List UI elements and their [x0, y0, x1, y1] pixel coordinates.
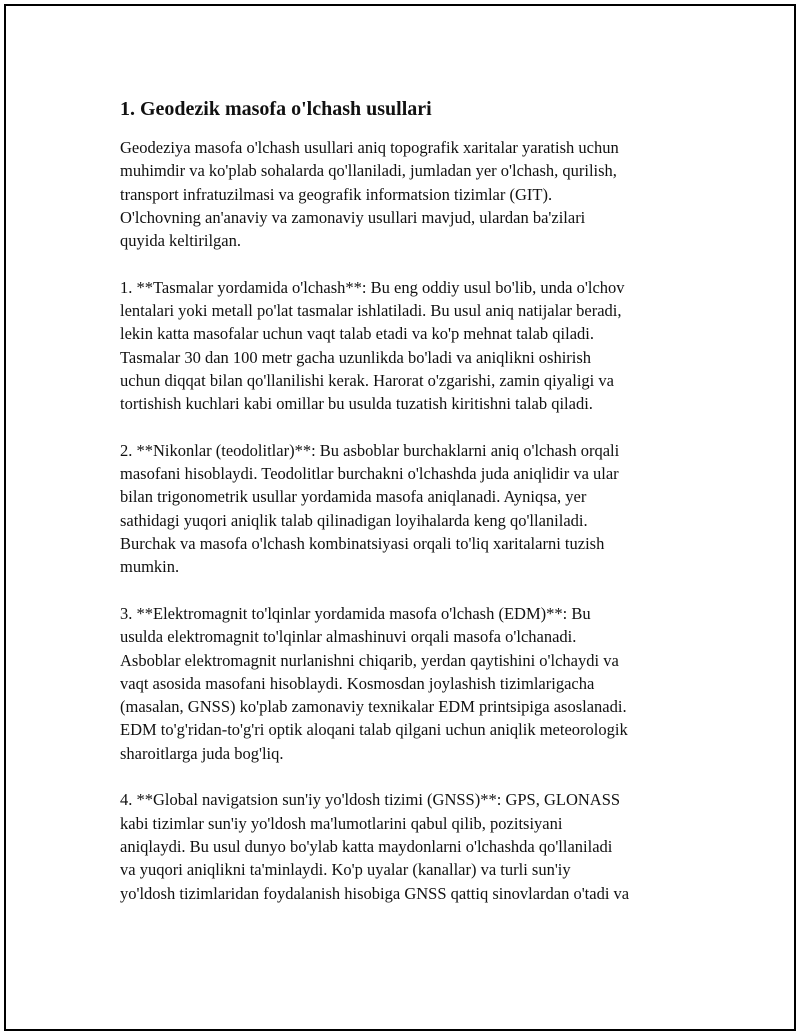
document-title: 1. Geodezik masofa o'lchash usullari	[120, 98, 432, 120]
text-line: 2. **Nikonlar (teodolitlar)**: Bu asboblar burchaklarni aniq o'lchash orqali	[120, 440, 620, 460]
text-line: lekin katta masofalar uchun vaqt talab etadi va ko'p mehnat talab qiladi.	[120, 324, 594, 344]
text-line: kabi tizimlar sun'iy yo'ldosh ma'lumotlarini qabul qilib, pozitsiyani	[120, 813, 563, 833]
text-line: mumkin.	[120, 557, 180, 577]
paragraph-item-2	[120, 439, 700, 579]
text-line: muhimdir va ko'plab sohalarda qo'llaniladi, jumladan yer o'lchash, qurilish,	[120, 161, 617, 181]
text-line: Tasmalar 30 dan 100 metr gacha uzunlikda bo'ladi va aniqlikni oshirish	[120, 347, 592, 367]
text-line: sharoitlarga juda bog'liq.	[120, 743, 284, 763]
page-frame	[4, 4, 796, 1031]
text-line: 3. **Elektromagnit to'lqinlar yordamida masofa o'lchash (EDM)**: Bu	[120, 603, 591, 623]
text-line: masofani hisoblaydi. Teodolitlar burchakni o'lchashda juda aniqlidir va ular	[120, 464, 619, 484]
text-line: bilan trigonometrik usullar yordamida masofa aniqlanadi. Ayniqsa, yer	[120, 487, 587, 507]
text-line: vaqt asosida masofani hisoblaydi. Kosmosdan joylashish tizimlarigacha	[120, 673, 595, 693]
text-line: quyida keltirilgan.	[120, 231, 241, 251]
text-line: O'lchovning an'anaviy va zamonaviy usullari mavjud, ulardan ba'zilari	[120, 207, 586, 227]
text-line: va yuqori aniqlikni ta'minlaydi. Ko'p uyalar (kanallar) va turli sun'iy	[120, 860, 571, 880]
text-line: sathidagi yuqori aniqlik talab qilinadigan loyihalarda keng qo'llaniladi.	[120, 510, 588, 530]
text-line: usulda elektromagnit to'lqinlar almashinuvi orqali masofa o'lchanadi.	[120, 627, 577, 647]
text-line: 1. **Tasmalar yordamida o'lchash**: Bu eng oddiy usul bo'lib, unda o'lchov	[120, 277, 625, 297]
paragraph-item-3	[120, 602, 700, 765]
paragraph-intro	[120, 136, 700, 252]
text-line: EDM to'g'ridan-to'g'ri optik aloqani talab qilgani uchun aniqlik meteorologik	[120, 720, 628, 740]
text-line: transport infratuzilmasi va geografik informatsion tizimlar (GIT).	[120, 184, 553, 204]
text-line: 4. **Global navigatsion sun'iy yo'ldosh tizimi (GNSS)**: GPS, GLONASS	[120, 790, 621, 810]
text-line: tortishish kuchlari kabi omillar bu usulda tuzatish kiritishni talab qiladi.	[120, 394, 593, 414]
text-line: Asboblar elektromagnit nurlanishni chiqarib, yerdan qaytishini o'lchaydi va	[120, 650, 619, 670]
text-line: uchun diqqat bilan qo'llanilishi kerak. Harorat o'zgarishi, zamin qiyaligi va	[120, 370, 614, 390]
text-line: aniqlaydi. Bu usul dunyo bo'ylab katta maydonlarni o'lchashda qo'llaniladi	[120, 836, 613, 856]
text-line: Burchak va masofa o'lchash kombinatsiyasi orqali to'liq xaritalarni tuzish	[120, 534, 605, 554]
document-content	[120, 96, 700, 928]
text-line: yo'ldosh tizimlaridan foydalanish hisobiga GNSS qattiq sinovlardan o'tadi va	[120, 883, 630, 903]
text-line: (masalan, GNSS) ko'plab zamonaviy texnikalar EDM printsipiga asoslanadi.	[120, 697, 627, 717]
text-line: lentalari yoki metall po'lat tasmalar ishlatiladi. Bu usul aniq natijalar beradi,	[120, 301, 622, 321]
paragraph-item-4	[120, 788, 700, 904]
text-line: Geodeziya masofa o'lchash usullari aniq topografik xaritalar yaratish uchun	[120, 138, 619, 157]
paragraph-item-1	[120, 276, 700, 416]
